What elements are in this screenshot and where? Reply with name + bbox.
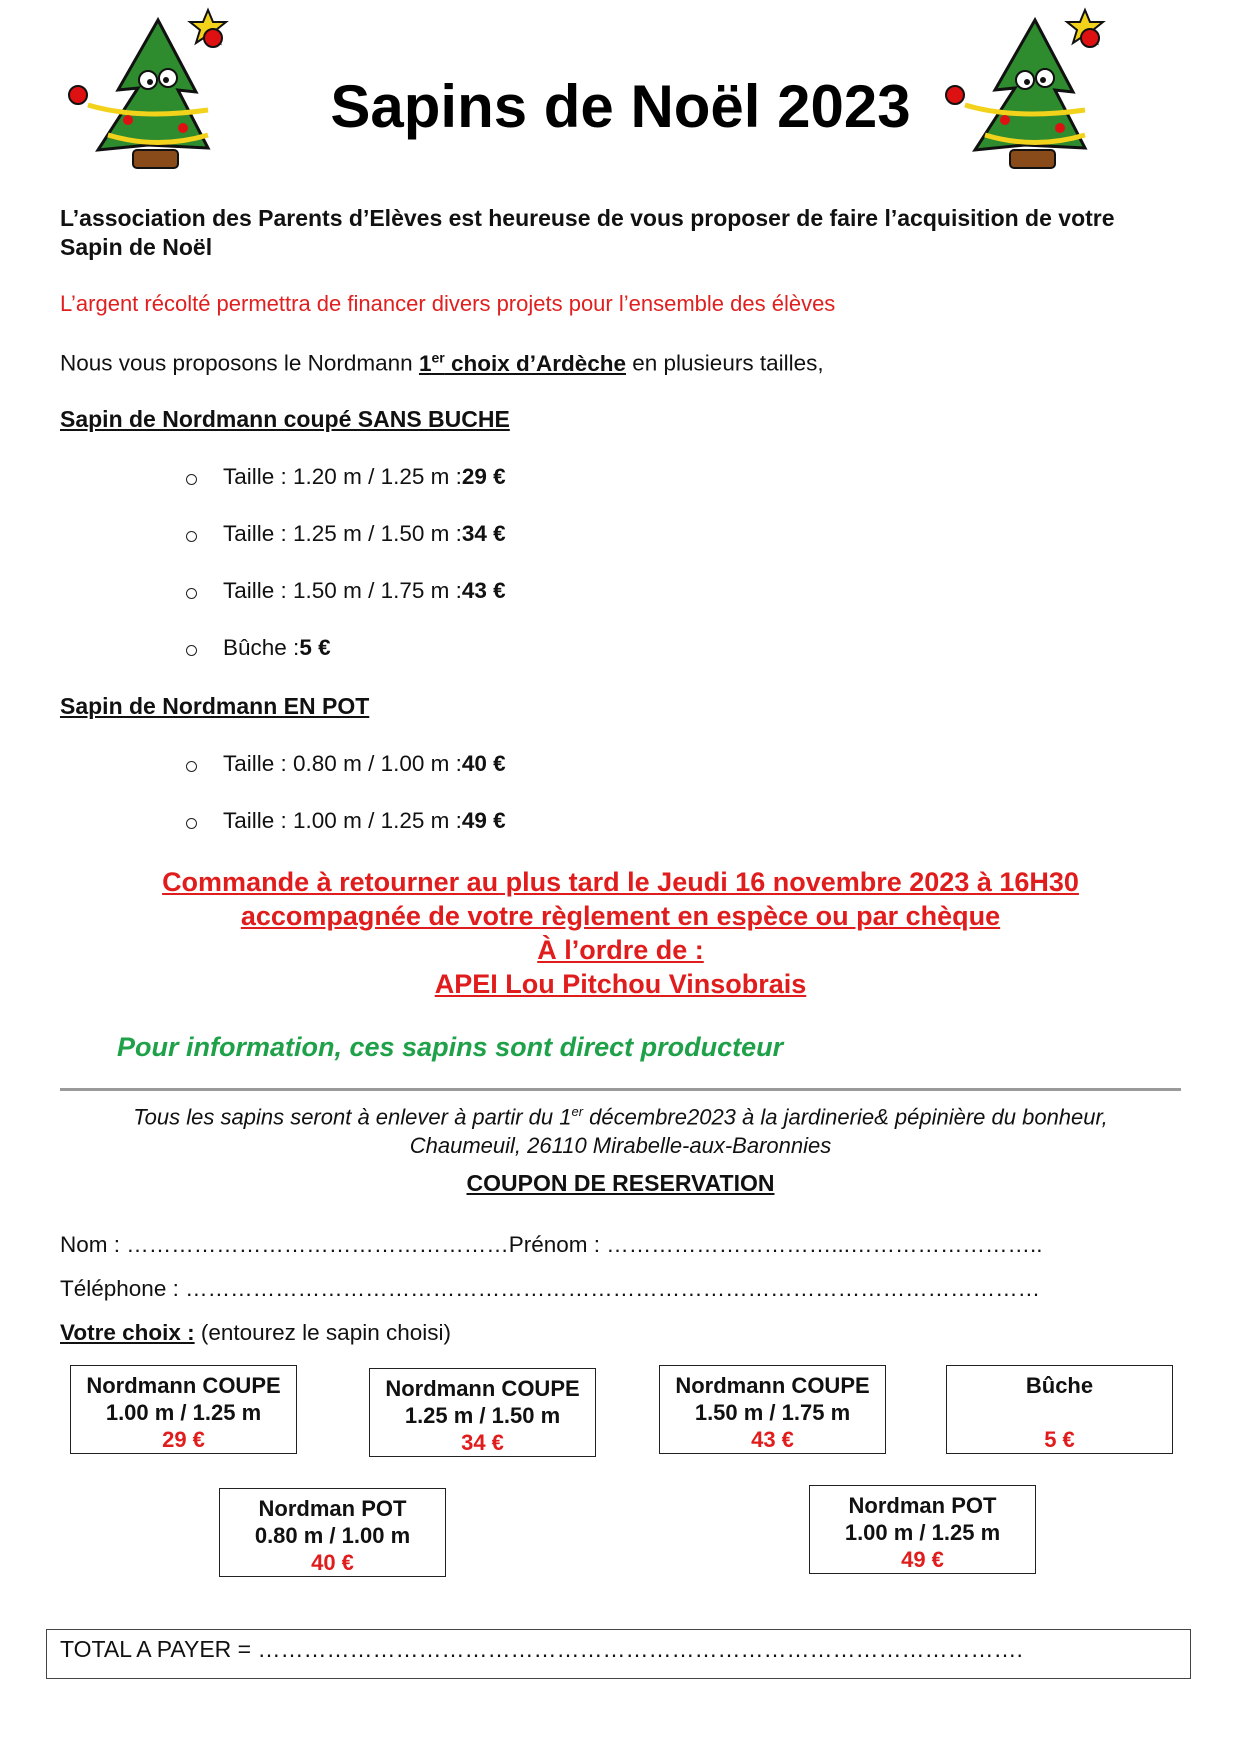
box-title: Nordman POT — [848, 1493, 997, 1518]
order-payee-label: À l’ordre de : — [537, 935, 704, 965]
bullet-icon — [186, 474, 197, 485]
pickup-address: Chaumeuil, 26110 Mirabelle-aux-Baronnies — [409, 1133, 832, 1159]
box-title: Nordman POT — [258, 1496, 407, 1521]
box-price: 49 € — [901, 1547, 944, 1572]
choice-line — [60, 1320, 451, 1346]
bullet-icon — [186, 531, 197, 542]
item-price: 34 € — [461, 521, 506, 546]
bullet-icon — [186, 645, 197, 656]
offer-highlight-rest: choix d’Ardèche — [444, 350, 626, 376]
cut-item — [186, 464, 506, 490]
page-title: Sapins de Noël 2023 — [330, 73, 911, 140]
item-price: 5 € — [299, 635, 331, 660]
pot-item — [186, 751, 506, 777]
box-title: Bûche — [1025, 1373, 1094, 1398]
bullet-icon — [186, 761, 197, 772]
box-price: 29 € — [162, 1427, 205, 1452]
divider — [60, 1088, 1181, 1091]
choice-box-pot-100-125[interactable] — [809, 1485, 1036, 1574]
offer-highlight-sup: er — [431, 349, 445, 365]
item-price: 29 € — [461, 464, 506, 489]
cut-section-heading: Sapin de Nordmann coupé SANS BUCHE — [60, 406, 510, 432]
box-title: Nordmann COUPE — [86, 1373, 281, 1398]
pot-section-heading: Sapin de Nordmann EN POT — [60, 693, 370, 719]
choice-box-buche[interactable] — [946, 1365, 1173, 1454]
pot-item — [186, 808, 506, 834]
offer-highlight — [419, 351, 626, 376]
coupon-title: COUPON DE RESERVATION — [466, 1170, 775, 1196]
choice-box-coupe-125-150[interactable] — [369, 1368, 596, 1457]
item-label: Taille : 0.80 m / 1.00 m : — [223, 751, 462, 776]
item-price: 43 € — [461, 578, 506, 603]
offer-highlight-num: 1 — [418, 350, 432, 376]
pickup-pre: Tous les sapins seront à enlever à partir du 1 — [133, 1104, 572, 1130]
box-size — [947, 1399, 1172, 1426]
cut-item — [186, 635, 331, 661]
box-title: Nordmann COUPE — [675, 1373, 870, 1398]
item-price: 40 € — [461, 751, 506, 776]
order-deadline: Commande à retourner au plus tard le Jeudi 16 novembre 2023 à 16H30 — [162, 867, 1079, 897]
item-label: Taille : 1.50 m / 1.75 m : — [223, 578, 462, 603]
box-size: 1.25 m / 1.50 m — [404, 1403, 561, 1428]
intro-paragraph: L’association des Parents d’Elèves est heureuse de vous proposer de faire l’acquisition de votre Sapin de Noël — [60, 205, 1115, 260]
choice-box-pot-080-100[interactable] — [219, 1488, 446, 1577]
name-field[interactable]: Nom : ……………………………………………Prénom : …………………………...…………………….. — [60, 1232, 1043, 1257]
item-label: Taille : 1.20 m / 1.25 m : — [223, 464, 462, 489]
box-size: 1.00 m / 1.25 m — [105, 1400, 262, 1425]
bullet-icon — [186, 818, 197, 829]
order-payment: accompagnée de votre règlement en espèce ou par chèque — [240, 901, 1001, 931]
total-field[interactable]: TOTAL A PAYER = ………………………………………………………………………………………. — [46, 1629, 1191, 1679]
item-price: 49 € — [461, 808, 506, 833]
order-payee: APEI Lou Pitchou Vinsobrais — [434, 969, 807, 999]
cut-item — [186, 521, 506, 547]
choice-box-coupe-150-175[interactable] — [659, 1365, 886, 1454]
box-size: 1.00 m / 1.25 m — [844, 1520, 1001, 1545]
choice-label: Votre choix : — [60, 1320, 195, 1345]
cut-item — [186, 578, 506, 604]
box-price: 40 € — [311, 1550, 354, 1575]
box-price: 5 € — [1044, 1427, 1075, 1452]
offer-suffix: en plusieurs tailles, — [626, 350, 824, 376]
offer-prefix: Nous vous proposons le Nordmann — [60, 350, 419, 376]
choice-box-coupe-100-125[interactable] — [70, 1365, 297, 1454]
item-label: Taille : 1.25 m / 1.50 m : — [223, 521, 462, 546]
box-title: Nordmann COUPE — [385, 1376, 580, 1401]
phone-field[interactable]: Téléphone : …………………………………………………………………………………………………… — [60, 1276, 1041, 1301]
funding-note: L’argent récolté permettra de financer divers projets pour l’ensemble des élèves — [60, 291, 836, 316]
producer-info: Pour information, ces sapins sont direct producteur — [117, 1032, 784, 1062]
choice-hint: (entourez le sapin choisi) — [194, 1320, 451, 1345]
item-label: Taille : 1.00 m / 1.25 m : — [223, 808, 462, 833]
box-price: 34 € — [461, 1430, 504, 1455]
item-label: Bûche : — [223, 635, 300, 660]
box-size: 1.50 m / 1.75 m — [694, 1400, 851, 1425]
pickup-sup: er — [571, 1104, 584, 1119]
offer-line — [60, 349, 824, 377]
pickup-info — [0, 1097, 1241, 1160]
box-size: 0.80 m / 1.00 m — [254, 1523, 411, 1548]
bullet-icon — [186, 588, 197, 599]
box-price: 43 € — [751, 1427, 794, 1452]
pickup-post: décembre2023 à la jardinerie& pépinière du bonheur, — [583, 1104, 1108, 1130]
